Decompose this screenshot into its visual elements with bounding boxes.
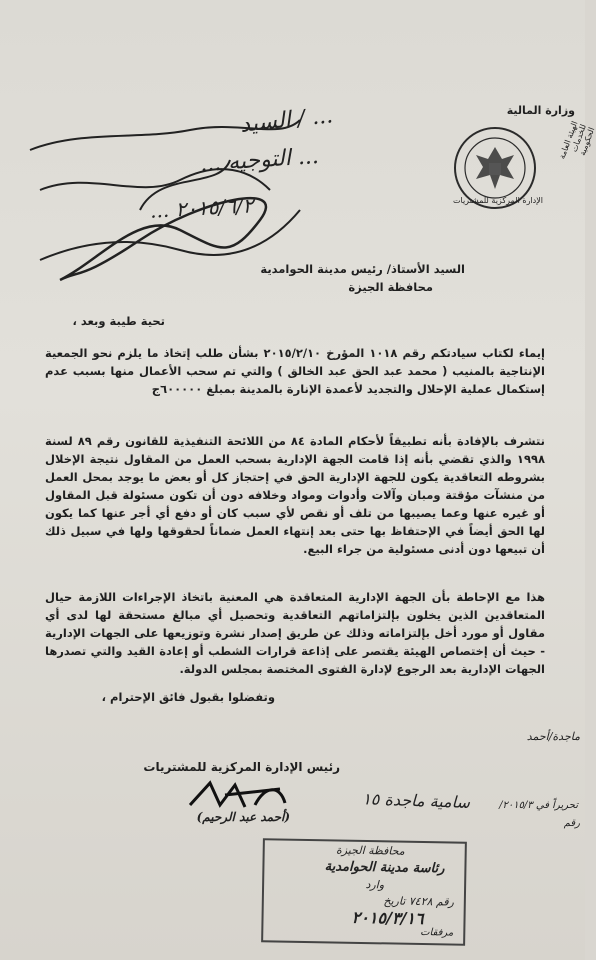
greeting: تحية طيبة وبعد ، — [72, 314, 165, 328]
incoming-stamp — [261, 838, 467, 946]
handwritten-note-line1: السيد / ... — [238, 103, 335, 138]
stamp-line4: رقم ٧٤٢٨ تاريخ — [383, 894, 454, 909]
signature-mark — [185, 775, 295, 815]
letterhead-line2: الهيئة العامة للخدمات الحكومية — [557, 120, 596, 161]
signatory-name: (أحمد عبد الرحيم) — [196, 810, 290, 824]
letterhead-line1: وزارة المالية — [506, 104, 575, 117]
handwritten-bottom-note: سامية ماجدة ١٥ — [361, 789, 471, 812]
recipient-title: السيد الأستاذ/ رئيس مدينة الحوامدية — [260, 262, 465, 276]
stamp-line3: وارد — [365, 878, 385, 892]
date-note-sub: رقم — [563, 818, 580, 829]
handwritten-note-line2: ... التوجيه ... — [199, 143, 320, 178]
recipient-governorate: محافظة الجيزة — [348, 280, 433, 294]
stamp-line1: محافظة الجيزة — [335, 843, 405, 858]
signatory-title: رئيس الإدارة المركزية للمشتريات — [143, 760, 340, 774]
paragraph-note: هذا مع الإحاطة بأن الجهة الإدارية المتعاقدة هي المعنية باتخاذ الإجراءات اللازمة حيال المتعاقدين الذين يخلون بإلتزاماتهم التعاقدية وتحصيل أي مبالغ مستحقة لها لدى أي مقاول أو مورد أخل بإلتزاماته وذلك عن طريق إصدار نشرة وتوزيعها على الجهات الإدارية - حيث أن إختصاص الهيئة يقتصر على إذاعة قرارات الشطب أو إعادة القيد والتي تصدرها الجهات الإدارية بعد الرجوع لإدارة الفتوى المختصة بمجلس الدولة. — [45, 590, 545, 676]
letterhead-line3: الإدارة المركزية للمشتريات — [452, 196, 544, 205]
stamp-line6: مرفقات — [420, 926, 454, 939]
typist-initials: ماجدة/أحمد — [526, 730, 580, 743]
handwritten-note-line3: ... ٢٠١٥/٦/٢ — [149, 193, 254, 223]
stamp-line2: رئاسة مدينة الحوامدية — [324, 859, 445, 877]
date-note: تحريراً في ٢٠١٥/٣/ — [499, 800, 578, 811]
stamp-line5: ٢٠١٥/٣/١٦ — [351, 907, 424, 929]
paragraph-reference: إيماء لكتاب سيادتكم رقم ١٠١٨ المؤرخ ٢٠١٥/٢/١٠ بشأن طلب إتخاذ ما يلزم نحو الجمعية الإنتاجية بالمنيب ( محمد عبد الحق عبد الخالق ) والتي تم سحب الأعمال منها بسبب عدم إستكمال عملية الإحلال والتجديد لأعمدة الإنارة بالمدينة بمبلغ ٦٠٠٠٠٠ج — [45, 346, 545, 396]
closing-line: وتفضلوا بقبول فائق الإحترام ، — [101, 690, 275, 704]
paragraph-legal-basis: نتشرف بالإفادة بأنه تطبيقاً لأحكام المادة ٨٤ من اللائحة التنفيذية للقانون رقم ٨٩ لسنة ١٩٩٨ والذي تقضي بأنه إذا قامت الجهة الإدارية بسحب العمل من المقاول نتيجة الإخلال بشروطه التعاقدية يكون للجهة الإدارية الحق في إحتجاز كل أو بعض ما يوجد بمحل العمل من منشآت مؤقتة ومبان وآلات وأدوات ومواد وخلافه دون أن تكون مسئولة قبل المقاول أو غيره عنها وعما يصيبها من تلف أو نقص لأي سبب كان أو دفع أي أجر عنها كما يكون لها الحق أيضاً في الإحتفاظ بها حتى بعد إنتهاء العمل ضماناً لحقوقها ولها في سبيل ذلك أن تبيعها دون أدنى مسئولية من جراء البيع. — [45, 434, 545, 556]
